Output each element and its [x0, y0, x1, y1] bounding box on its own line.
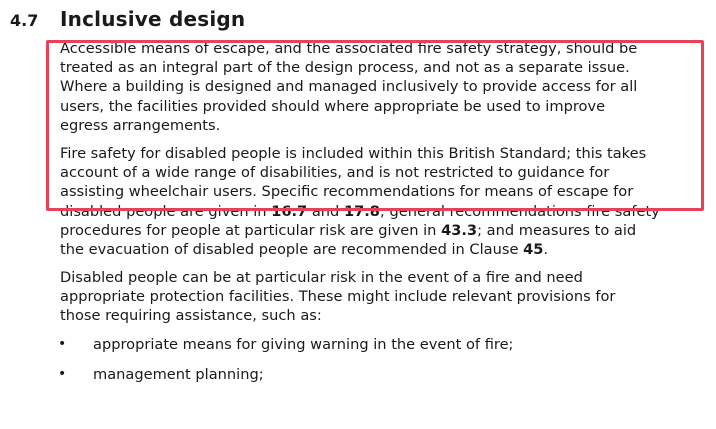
- list-item-text: appropriate means for giving warning in the event of fire;: [93, 335, 514, 353]
- text-line: Disabled people can be at particular risk in the event of a fire and need: [60, 269, 583, 287]
- text-line: appropriate protection facilities. These might include relevant provisions for: [60, 288, 616, 306]
- text-line: account of a wide range of disabilities, and is not restricted to guidance for: [60, 164, 610, 182]
- section-body: [60, 39, 708, 395]
- section-number: 4.7: [10, 11, 39, 30]
- text-line: [60, 202, 708, 221]
- clause-reference-17-8: 17.8: [343, 202, 380, 220]
- text-line: Accessible means of escape, and the associated fire safety strategy, should be: [60, 40, 638, 57]
- text-run: procedures for people at particular risk are given in: [60, 221, 442, 239]
- text-run: and: [307, 202, 344, 220]
- clause-reference-43-3: 43.3: [441, 221, 478, 239]
- text-run: the evacuation of disabled people are recommended in Clause: [60, 240, 524, 258]
- text-line: treated as an integral part of the design process, and not as a separate issue.: [60, 59, 630, 77]
- paragraph-fire-safety-disabled: [60, 144, 708, 259]
- text-line: [60, 221, 708, 240]
- bullet-icon: •: [58, 335, 67, 352]
- text-run: disabled people are given in: [60, 202, 272, 220]
- paragraph-accessible-escape: [60, 39, 708, 135]
- text-line: users, the facilities provided should where appropriate be used to improve: [60, 97, 606, 115]
- section-title: Inclusive design: [60, 7, 246, 31]
- text-line: Fire safety for disabled people is included within this British Standard; this takes: [60, 144, 647, 162]
- text-line: Where a building is designed and managed inclusively to provide access for all: [60, 78, 638, 96]
- section-heading: [10, 7, 245, 35]
- list-item: [60, 365, 708, 384]
- text-run: ; and measures to aid: [477, 221, 637, 239]
- list-item: [60, 335, 708, 354]
- text-run: ; general recommendations fire safety: [379, 202, 660, 220]
- text-line: egress arrangements.: [60, 116, 221, 134]
- clause-reference-45: 45: [523, 240, 544, 258]
- text-line: assisting wheelchair users. Specific recommendations for means of escape for: [60, 183, 634, 201]
- text-run: .: [543, 240, 549, 258]
- paragraph-particular-risk: [60, 268, 708, 326]
- list-item-text: management planning;: [93, 365, 264, 383]
- text-line: [60, 240, 708, 259]
- bullet-list: [60, 335, 708, 384]
- clause-reference-16-7: 16.7: [271, 202, 308, 220]
- text-line: those requiring assistance, such as:: [60, 307, 322, 325]
- bullet-icon: •: [58, 365, 67, 382]
